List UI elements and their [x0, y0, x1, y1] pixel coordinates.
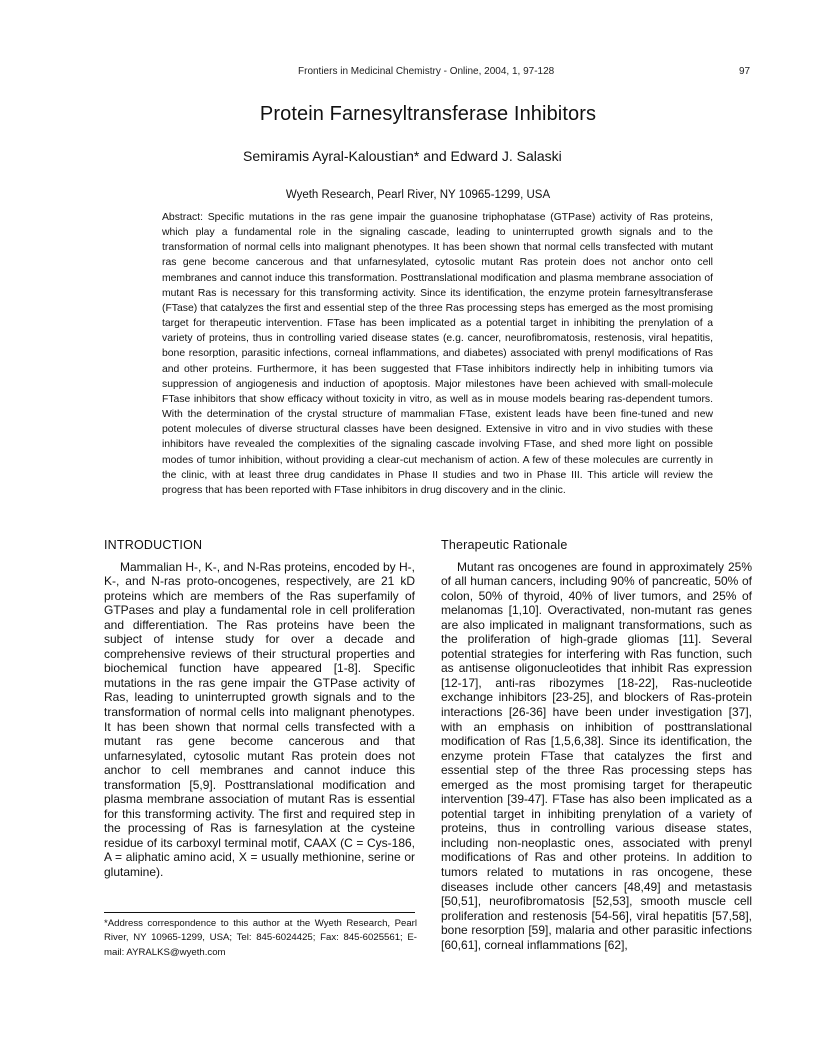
page-number: 97	[739, 66, 751, 77]
left-column	[104, 538, 415, 880]
article-authors: Semiramis Ayral-Kaloustian* and Edward J. Salaski	[243, 148, 562, 164]
section-heading-introduction: INTRODUCTION	[104, 538, 203, 552]
correspondence-footnote: *Address correspondence to this author at the Wyeth Research, Pearl River, NY 10965-1299, USA; Tel: 845-6024425; Fax: 845-6025561; E-mail: AYRALKS@wyeth.com	[104, 918, 417, 958]
abstract-label: Abstract:	[162, 212, 203, 223]
running-head: Frontiers in Medicinal Chemistry - Online, 2004, 1, 97-128	[298, 66, 555, 77]
article-title: Protein Farnesyltransferase Inhibitors	[259, 103, 597, 125]
abstract-text: Specific mutations in the ras gene impair the guanosine triphophatase (GTPase) activity of Ras proteins, which play a fundamental role in the signaling cascade, leading to uninterrupted growth signals and to the transformation of normal cells into malignant phenotypes. It has been shown that normal cells transfected with mutant ras gene become cancerous and that unfarnesylated, cytosolic mutant Ras protein does not anchor onto cell membranes and cannot induce this transformation. Posttranslational modification and plasma membrane association of mutant Ras is necessary for this transforming activity. Since its identification, the enzyme protein farnesyltransferase (FTase) that catalyzes the first and essential step of the three Ras processing steps has emerged as the most promising target for therapeutic intervention. FTase has been implicated as a potential target in inhibiting the prenylation of a variety of proteins, thus in controlling varied disease states (e.g. cancer, neurofibromatosis, restenosis, viral hepatitis, bone resorption, parasitic infections, corneal inflammations, and diabetes) associated with prenyl modifications of Ras and other proteins. Furthermore, it has been suggested that FTase inhibitors indirectly help in inhibiting tumors via suppression of angiogenesis and induction of apoptosis. Major milestones have been achieved with small-molecule FTase inhibitors that show efficacy without toxicity in vitro, as well as in mouse models bearing ras-dependent tumors. With the determination of the crystal structure of mammalian FTase, existent leads have been fine-tuned and new potent molecules of diverse structural classes have been designed. Extensive in vitro and in vivo studies with these inhibitors have revealed the complexities of the signaling cascade involving FTase, and shed more light on possible modes of tumor inhibition, without providing a clear-cut mechanism of action. A few of these molecules are currently in the clinic, with at least three drug candidates in Phase II studies and two in Phase III. This article will review the progress that has been reported with FTase inhibitors in drug discovery and in the clinic.	[162, 212, 713, 496]
article-affiliation: Wyeth Research, Pearl River, NY 10965-1299, USA	[285, 189, 551, 201]
section-heading-therapeutic-rationale: Therapeutic Rationale	[441, 538, 568, 552]
right-column	[441, 538, 752, 952]
therapeutic-rationale-paragraph: Mutant ras oncogenes are found in approximately 25% of all human cancers, including 90% of pancreatic, 50% of colon, 50% of thyroid, 40% of liver tumors, and 25% of melanomas [1,10]. Overactivated, non-mutant ras genes are also implicated in malignant transformations, such as the proliferation of high-grade gliomas [11]. Several potential strategies for interfering with Ras function, such as antisense oligonucleotides that inhibit Ras expression [12-17], anti-ras ribozymes [18-22], Ras-nucleotide exchange inhibitors [23-25], and blockers of Ras-protein interactions [26-36] have been under investigation [37], with an emphasis on inhibition of posttranslational modification of Ras [1,5,6,38]. Since its identification, the enzyme protein FTase that catalyzes the first and essential step of the three Ras processing steps has emerged as the most promising target for therapeutic intervention [39-47]. FTase has also been implicated as a potential target in inhibiting prenylation of a variety of proteins, thus in controlling various disease states, including non-neoplastic ones, associated with prenyl modifications of Ras and other proteins. In addition to tumors related to mutations in ras oncogene, these diseases include other cancers [48,49] and metastasis [50,51], neurofibromatosis [52,53], smooth muscle cell proliferation and restenosis [54-56], viral hepatitis [57,58], bone resorption [59], malaria and other parasitic infections [60,61], corneal inflammations [62],	[441, 559, 752, 952]
footnote-divider	[104, 912, 415, 913]
abstract	[162, 210, 713, 498]
introduction-paragraph: Mammalian H-, K-, and N-Ras proteins, encoded by H-, K-, and N-ras proto-oncogenes, respectively, are 21 kD proteins which are members of the Ras superfamily of GTPases and play a fundamental role in cell proliferation and differentiation. The Ras proteins have been the subject of intense study for over a decade and comprehensive reviews of their structural properties and biochemical function have appeared [1-8]. Specific mutations in the ras gene impair the GTPase activity of Ras, leading to uninterrupted growth signals and to the transformation of normal cells into malignant phenotypes. It has been shown that normal cells transfected with a mutant ras gene become cancerous and that unfarnesylated, cytosolic mutant Ras protein does not anchor to cell membranes and cannot induce this transformation [5,9]. Posttranslational modification and plasma membrane association of mutant Ras is essential for this transforming activity. The first and required step in the processing of Ras is farnesylation at the cysteine residue of its carboxyl terminal motif, CAAX (C = Cys-186, A = aliphatic amino acid, X = usually methionine, serine or glutamine).	[104, 559, 415, 880]
